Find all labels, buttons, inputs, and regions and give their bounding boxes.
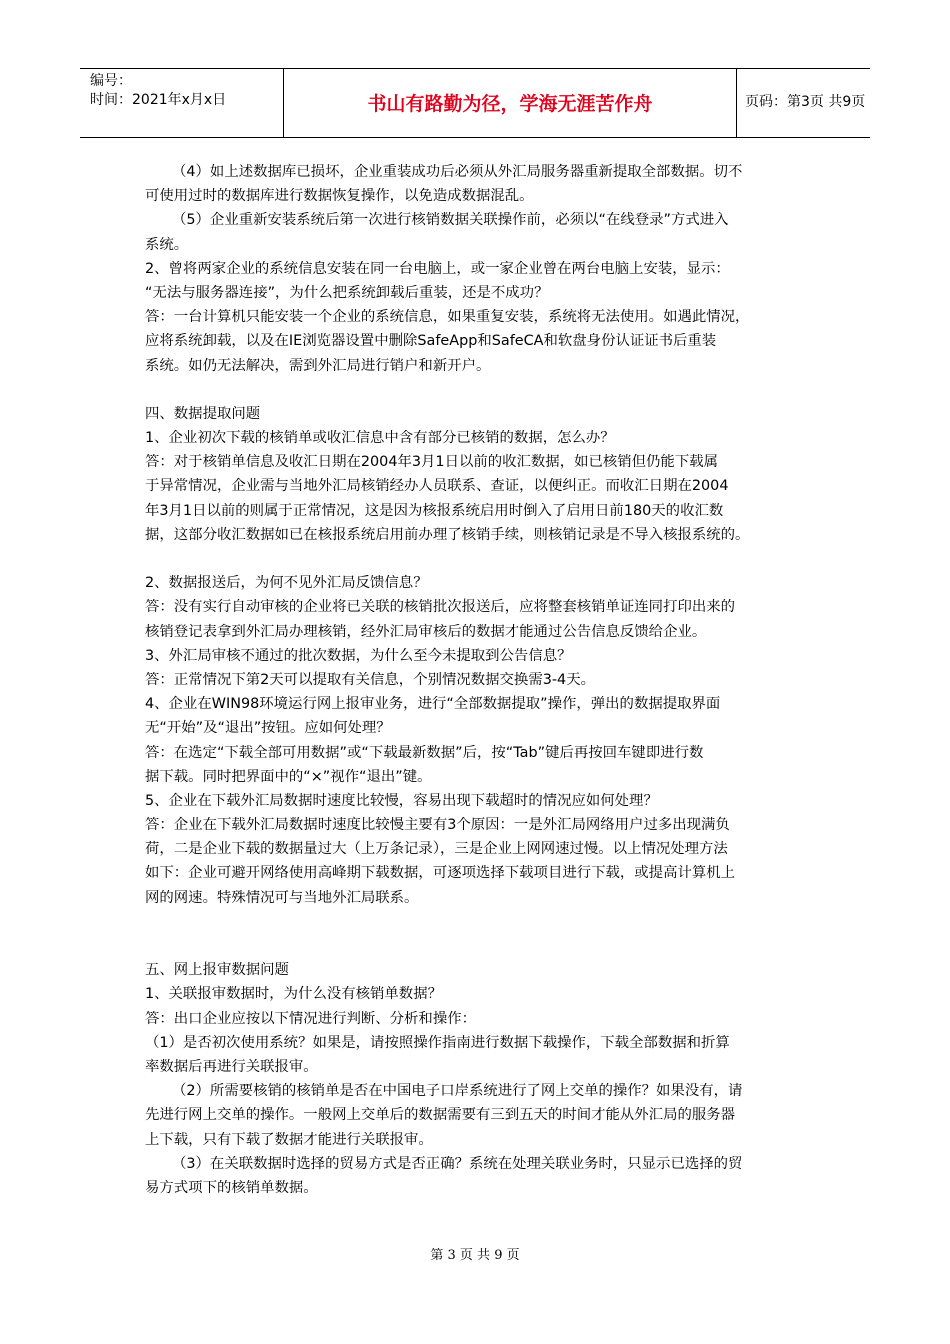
answer-line: （3）在关联数据时选择的贸易方式是否正确？系统在处理关联业务时，只显示已选择的贸 (172, 1155, 743, 1172)
header-slogan-cell (284, 69, 737, 137)
answer-line: 核销登记表拿到外汇局办理核销，经外汇局审核后的数据才能通过公告信息反馈给企业。 (145, 623, 707, 640)
answer-line: 于异常情况，企业需与当地外汇局核销经办人员联系、查证，以便纠正。而收汇日期在2004 (145, 478, 729, 495)
page-footer: 第 3 页 共 9 页 (430, 1248, 520, 1263)
answer-line: 答：对于核销单信息及收汇日期在2004年3月1日以前的收汇数据，如已核销但仍能下载属 (145, 454, 718, 471)
answer-line: 答：企业在下载外汇局数据时速度比较慢主要有3个原因：一是外汇局网络用户过多出现满负 (145, 817, 730, 834)
paragraph-line: （5）企业重新安装系统后第一次进行核销数据关联操作前，必须以“在线登录”方式进入 (172, 212, 729, 229)
page-header (80, 68, 870, 138)
answer-line: 如下：企业可避开网络使用高峰期下载数据，可逐项选择下载项目进行下载，或提高计算机上 (145, 865, 736, 882)
blank-line (145, 547, 805, 571)
paragraph-line: 可使用过时的数据库进行数据恢复操作，以免造成数据混乱。 (145, 188, 534, 205)
paragraph-line: 系统。 (145, 236, 189, 253)
question-line: 5、企业在下载外汇局数据时速度比较慢，容易出现下载超时的情况应如何处理？ (145, 792, 658, 809)
question-line: 1、企业初次下载的核销单或收汇信息中含有部分已核销的数据，怎么办？ (145, 430, 615, 447)
answer-line: 答：没有实行自动审核的企业将已关联的核销批次报送后，应将整套核销单证连同打印出来的 (145, 599, 736, 616)
blank-line (145, 910, 805, 958)
answer-line: 荷，二是企业下载的数据量过大（上万条记录），三是企业上网网速过慢。以上情况处理方法 (145, 841, 728, 858)
question-line: 2、数据报送后，为何不见外汇局反馈信息？ (145, 575, 428, 592)
answer-line: 答：一台计算机只能安装一个企业的系统信息，如果重复安装，系统将无法使用。如遇此情况， (145, 309, 750, 326)
question-line: 2、曾将两家企业的系统信息安装在同一台电脑上，或一家企业曾在两台电脑上安装，显示： (145, 260, 730, 277)
answer-line: 系统。如仍无法解决，需到外汇局进行销户和新开户。 (145, 357, 491, 374)
answer-line: （1）是否初次使用系统？如果是，请按照操作指南进行数据下载操作，下载全部数据和折算 (145, 1034, 730, 1051)
question-line: 无“开始”及“退出”按钮。应如何处理？ (145, 720, 391, 737)
answer-line: 网的网速。特殊情况可与当地外汇局联系。 (145, 889, 419, 906)
answer-line: 据，这部分收汇数据如已在核报系统启用前办理了核销手续，则核销记录是不导入核报系统的。 (145, 526, 750, 543)
section-heading: 四、数据提取问题 (145, 405, 261, 422)
answer-line: 应将系统卸载，以及在IE浏览器设置中删除SafeApp和SafeCA和软盘身份认证证书后重装 (145, 333, 717, 350)
blank-line (145, 378, 805, 402)
answer-line: 上下载，只有下载了数据才能进行关联报审。 (145, 1131, 433, 1148)
paragraph-line: （4）如上述数据库已损坏，企业重装成功后必须从外汇局服务器重新提取全部数据。切不 (172, 164, 743, 180)
answer-line: （2）所需要核销的核销单是否在中国电子口岸系统进行了网上交单的操作？如果没有，请 (172, 1083, 743, 1100)
answer-line: 易方式项下的核销单数据。 (145, 1179, 318, 1196)
answer-line: 答：在选定“下载全部可用数据”或“下载最新数据”后，按“Tab”键后再按回车键即进行数 (145, 744, 704, 761)
question-line: 1、关联报审数据时，为什么没有核销单数据？ (145, 986, 442, 1003)
answer-line: 答：正常情况下第2天可以提取有关信息，个别情况数据交换需3-4天。 (145, 671, 595, 688)
question-line: “无法与服务器连接”，为什么把系统卸载后重装，还是不成功？ (145, 284, 549, 301)
document-body (145, 160, 805, 1200)
answer-line: 答：出口企业应按以下情况进行判断、分析和操作： (145, 1010, 476, 1027)
document-time-label: 时间：2021年x月x日 (90, 92, 227, 108)
document-code-label: 编号： (90, 73, 132, 89)
answer-line: 年3月1日以前的则属于正常情况，这是因为核报系统启用时倒入了启用日前180天的收汇数 (145, 502, 724, 519)
question-line: 4、企业在WIN98环境运行网上报审业务，进行“全部数据提取”操作，弹出的数据提取界面 (145, 696, 721, 713)
answer-line: 据下载。同时把界面中的“×”视作“退出”键。 (145, 768, 432, 785)
answer-line: 先进行网上交单的操作。一般网上交单后的数据需要有三到五天的时间才能从外汇局的服务器 (145, 1107, 736, 1124)
header-page-cell (737, 69, 870, 137)
question-line: 3、外汇局审核不通过的批次数据，为什么至今未提取到公告信息？ (145, 647, 572, 664)
answer-line: 率数据后再进行关联报审。 (145, 1058, 318, 1075)
header-page-number: 页码：第3页 共9页 (745, 94, 866, 110)
section-heading: 五、网上报审数据问题 (145, 962, 289, 979)
header-info-cell (80, 69, 284, 137)
header-slogan: 书山有路勤为径，学海无涯苦作舟 (367, 93, 653, 115)
